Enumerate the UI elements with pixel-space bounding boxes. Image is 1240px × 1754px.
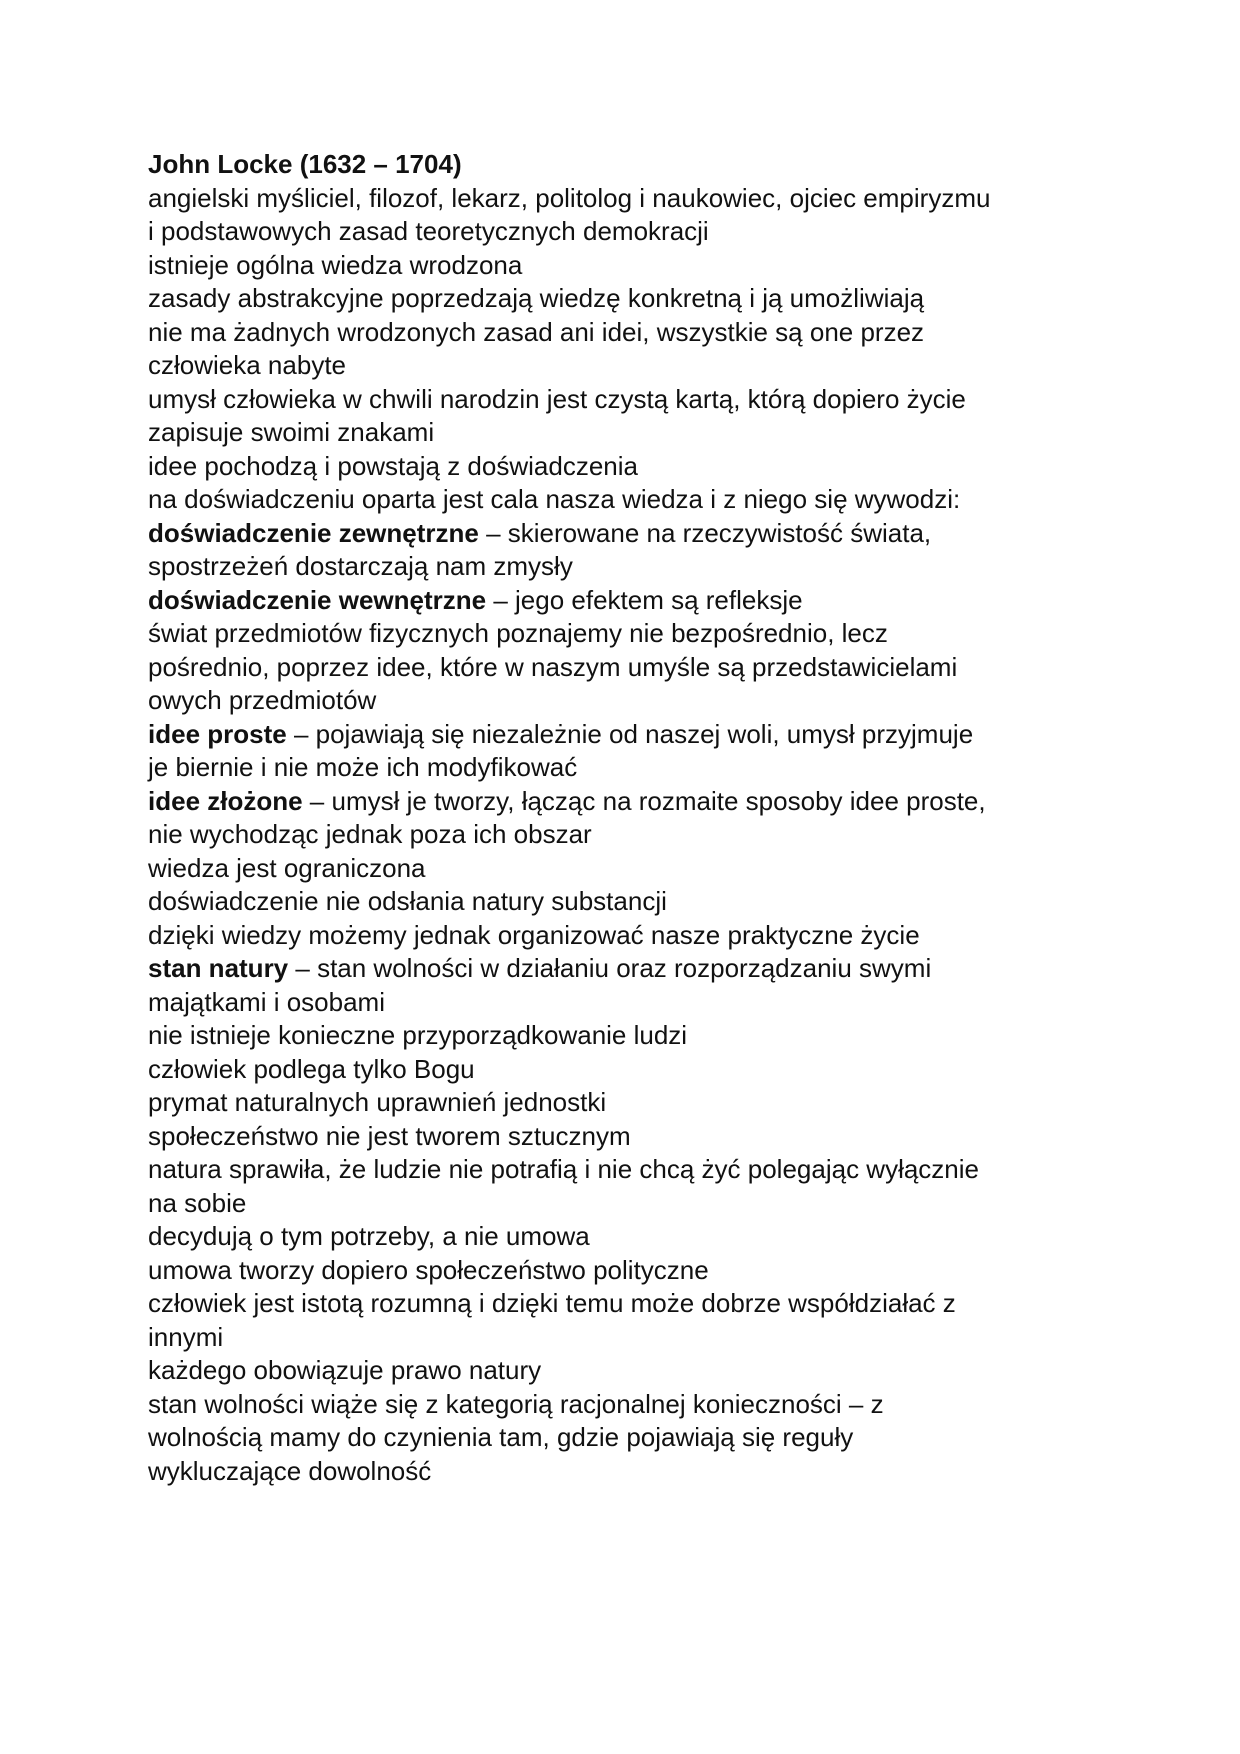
- document-line: [148, 751, 1100, 785]
- line-text: społeczeństwo nie jest tworem sztucznym: [148, 1120, 631, 1151]
- line-text: pośrednio, poprzez idee, które w naszym umyśle są przedstawicielami: [148, 651, 958, 682]
- line-text: na sobie: [148, 1187, 247, 1218]
- document-line: [148, 1187, 1100, 1221]
- document-line: [148, 852, 1100, 886]
- document-line: [148, 1086, 1100, 1120]
- document-line: [148, 651, 1100, 685]
- line-text: zapisuje swoimi znakami: [148, 417, 435, 447]
- document-line: [148, 885, 1100, 919]
- document-line: [148, 1354, 1100, 1388]
- line-text: stan wolności wiąże się z kategorią racjonalnej konieczności – z: [148, 1388, 884, 1419]
- line-text: umysł człowieka w chwili narodzin jest czystą kartą, którą dopiero życie: [148, 383, 966, 414]
- document-line: [148, 1254, 1100, 1288]
- document-line: [148, 785, 1100, 819]
- document-line: [148, 1220, 1100, 1254]
- document-line: [148, 986, 1100, 1020]
- line-text: zasady abstrakcyjne poprzedzają wiedzę konkretną i ją umożliwiają: [148, 283, 925, 313]
- document-line: [148, 282, 1100, 316]
- line-text: je biernie i nie może ich modyfikować: [148, 752, 578, 782]
- document-line: [148, 416, 1100, 450]
- document-line: [148, 818, 1100, 852]
- document-line: [148, 349, 1100, 383]
- line-text: decydują o tym potrzeby, a nie umowa: [148, 1221, 590, 1251]
- document-line: [148, 450, 1100, 484]
- line-text: człowiek jest istotą rozumną i dzięki temu może dobrze współdziałać z: [148, 1288, 956, 1318]
- bold-term: doświadczenie zewnętrzne: [148, 517, 479, 548]
- document-line: [148, 316, 1100, 350]
- document-line: [148, 584, 1100, 618]
- line-text: – umysł je tworzy, łącząc na rozmaite sposoby idee proste,: [302, 785, 986, 816]
- line-text: – jego efektem są refleksje: [486, 584, 803, 615]
- line-text: prymat naturalnych uprawnień jednostki: [148, 1087, 607, 1117]
- document-line: [148, 1321, 1100, 1355]
- line-text: majątkami i osobami: [148, 986, 385, 1017]
- document-title: John Locke (1632 – 1704): [148, 149, 462, 179]
- bold-term: stan natury: [148, 953, 289, 983]
- document-line: [148, 249, 1100, 283]
- document-line: [148, 1153, 1100, 1187]
- line-text: wolnością mamy do czynienia tam, gdzie pojawiają się reguły: [148, 1422, 854, 1452]
- line-text: doświadczenie nie odsłania natury substancji: [148, 886, 667, 916]
- document-line: [148, 383, 1100, 417]
- document-line: [148, 1421, 1100, 1455]
- document-line: [148, 182, 1100, 216]
- line-text: na doświadczeniu oparta jest cala nasza wiedza i z niego się wywodzi:: [148, 484, 961, 514]
- document-line: [148, 952, 1100, 986]
- document-line: [148, 617, 1100, 651]
- line-text: nie wychodząc jednak poza ich obszar: [148, 819, 592, 849]
- line-text: spostrzeżeń dostarczają nam zmysły: [148, 551, 573, 581]
- bold-term: idee proste: [148, 718, 287, 749]
- document-line: [148, 1388, 1100, 1422]
- line-text: owych przedmiotów: [148, 685, 377, 715]
- document-line: [148, 718, 1100, 752]
- line-text: innymi: [148, 1321, 224, 1352]
- document-line: [148, 1120, 1100, 1154]
- line-text: wiedza jest ograniczona: [148, 852, 426, 883]
- document-line: [148, 1019, 1100, 1053]
- bold-term: doświadczenie wewnętrzne: [148, 584, 487, 615]
- line-text: umowa tworzy dopiero społeczeństwo polityczne: [148, 1254, 709, 1285]
- line-text: – skierowane na rzeczywistość świata,: [478, 517, 932, 548]
- line-text: natura sprawiła, że ludzie nie potrafią i nie chcą żyć polegając wyłącznie: [148, 1154, 979, 1184]
- document-line: [148, 684, 1100, 718]
- line-text: istnieje ogólna wiedza wrodzona: [148, 249, 523, 280]
- line-text: człowieka nabyte: [148, 350, 346, 380]
- line-text: – stan wolności w działaniu oraz rozporządzaniu swymi: [288, 953, 932, 983]
- line-text: angielski myśliciel, filozof, lekarz, politolog i naukowiec, ojciec empiryzmu: [148, 182, 991, 213]
- document-body: [148, 182, 1100, 1489]
- line-text: świat przedmiotów fizycznych poznajemy nie bezpośrednio, lecz: [148, 618, 888, 648]
- line-text: – pojawiają się niezależnie od naszej woli, umysł przyjmuje: [286, 718, 974, 749]
- document-line: [148, 1053, 1100, 1087]
- document-line: [148, 1287, 1100, 1321]
- bold-term: idee złożone: [148, 785, 303, 816]
- line-text: wykluczające dowolność: [148, 1455, 432, 1486]
- line-text: każdego obowiązuje prawo natury: [148, 1355, 542, 1385]
- document-line: [148, 550, 1100, 584]
- document-line: [148, 517, 1100, 551]
- line-text: i podstawowych zasad teoretycznych demokracji: [148, 216, 709, 246]
- line-text: nie istnieje konieczne przyporządkowanie ludzi: [148, 1020, 688, 1050]
- line-text: idee pochodzą i powstają z doświadczenia: [148, 450, 638, 481]
- document-line: [148, 483, 1100, 517]
- line-text: człowiek podlega tylko Bogu: [148, 1053, 475, 1084]
- line-text: nie ma żadnych wrodzonych zasad ani idei, wszystkie są one przez: [148, 316, 925, 347]
- line-text: dzięki wiedzy możemy jednak organizować nasze praktyczne życie: [148, 919, 920, 950]
- document-line: [148, 1455, 1100, 1489]
- document-line: [148, 919, 1100, 953]
- document-line: [148, 215, 1100, 249]
